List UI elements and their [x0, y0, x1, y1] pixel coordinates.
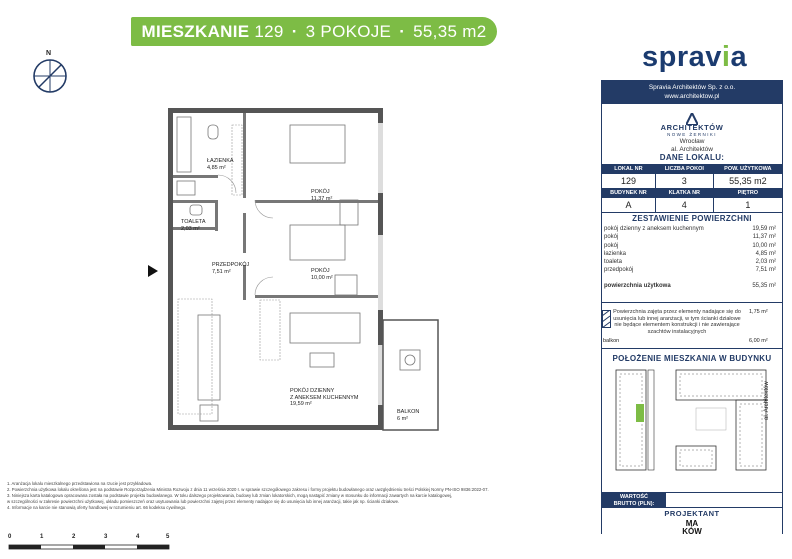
- balcony-label: balkon: [603, 338, 620, 344]
- summary-total: powierzchnia użytkowa 55,35 m²: [604, 282, 776, 289]
- partition-value: 1,75 m²: [749, 309, 768, 315]
- room-label-room2: POKÓJ 10,00 m²: [311, 268, 333, 281]
- firm-header: Spravia Architektów Sp. z o.o. www.architektow.pl: [601, 80, 783, 104]
- list-item: pokój dzienny z aneksem kuchennym 19,59 m²: [604, 226, 776, 232]
- list-item: toaleta 2,03 m²: [604, 259, 776, 266]
- price-box: WARTOŚĆ BRUTTO (PLN):: [601, 492, 783, 508]
- building-location-map: [606, 366, 776, 476]
- list-item: łazienka 4,85 m²: [604, 250, 776, 257]
- spravia-logo: spravia: [642, 41, 748, 73]
- room-label-toilet: TOALETA 2,03 m²: [181, 219, 206, 232]
- entrance-arrow-icon: [148, 265, 158, 277]
- room-label-room1: POKÓJ 11,37 m²: [311, 189, 333, 202]
- separator: ·: [291, 21, 298, 41]
- compass-icon: N: [31, 50, 71, 94]
- details-table: LOKAL NR LICZBA POKOI POW. UŻYTKOWA 129 3 55,35 m2 BUDYNEK NR KLATKA NR PIĘTRO A 4 1: [602, 164, 782, 213]
- price-value: [666, 493, 782, 507]
- apartment-number: 129: [254, 21, 284, 41]
- footnotes: 1. Aranżacja lokalu mieszkalnego przedstawiona na rzucie jest przykładowa. 2. Powierzchnia użytkowa lokalu określona jest na podstawie Rozporządzenia Ministra Rozwoju z dnia 11 września 2020 r. w sprawie szczegółowego zakresu i formy projektu budowlanego oraz uwzględnieniu treści Polskiej Normy PN-ISO 9836:2022-07. 3. Niniejsza karta katalogowa opracowana została na podstawie projektu budowlanego. W toku dalszego projektowania, budowy lub zmian lokatorskich, mogą nastąpić zmiany w stosunku do informacji zawartych na karcie katalogowej, w szczególności w zakresie powierzchni użytkowej, układu pomieszczeń oraz usytuowania lub powierzchni zajętej przez elementy nadające się do usunięcia lub innej aranżacji, takie jak np. ścianki działowe. 4. Informacje na karcie nie stanowią oferty handlowej w rozumieniu art. 66 kodeksu cywilnego.: [7, 481, 489, 510]
- location-title: POŁOŻENIE MIESZKANIA W BUDYNKU: [612, 354, 772, 363]
- room-label-hall: PRZEDPOKÓJ 7,51 m²: [212, 262, 250, 275]
- details-title: DANE LOKALU:: [659, 153, 725, 162]
- list-item: pokój 11,37 m²: [604, 234, 776, 241]
- summary-list: [602, 226, 782, 291]
- address: Wrocław al. Architektów: [671, 138, 713, 153]
- architektow-logo: ARCHITEKTÓW NOWE ŻERNIKI: [660, 123, 724, 137]
- list-item: przedpokój 7,51 m²: [604, 267, 776, 274]
- room-label-living: POKÓJ DZIENNY Z ANEKSEM KUCHENNYM 19,59 m²: [290, 388, 359, 407]
- apartment-label: MIESZKANIE: [141, 21, 250, 41]
- rooms-count: 3 POKOJE: [305, 21, 392, 41]
- list-item: pokój 10,00 m²: [604, 242, 776, 249]
- designer-label: PROJEKTANT: [664, 509, 720, 518]
- designer-logo: MA KÓW: [682, 519, 702, 536]
- partition-icon: [602, 310, 611, 328]
- apartment-area: 55,35 m2: [413, 21, 487, 41]
- room-label-balcony: BALKON 6 m²: [397, 409, 420, 422]
- apartment-title-banner: [131, 17, 497, 46]
- partition-note: Powierzchnia zajęta przez elementy nadające się do usunięcia lub innej aranżacji, w tym ścianki działowe nie będące elementem konstrukcji i nie zawierające szachtów instalacyjnych: [613, 309, 741, 335]
- scale-bar: 0 1 2 3 4 5: [8, 534, 173, 558]
- separator: ·: [399, 21, 406, 41]
- room-label-bathroom: ŁAZIENKA 4,85 m²: [207, 158, 234, 171]
- summary-title: ZESTAWIENIE POWIERZCHNI: [632, 214, 752, 223]
- balcony-value: 6,00 m²: [749, 338, 768, 344]
- street-label: al. Architektów: [764, 381, 770, 420]
